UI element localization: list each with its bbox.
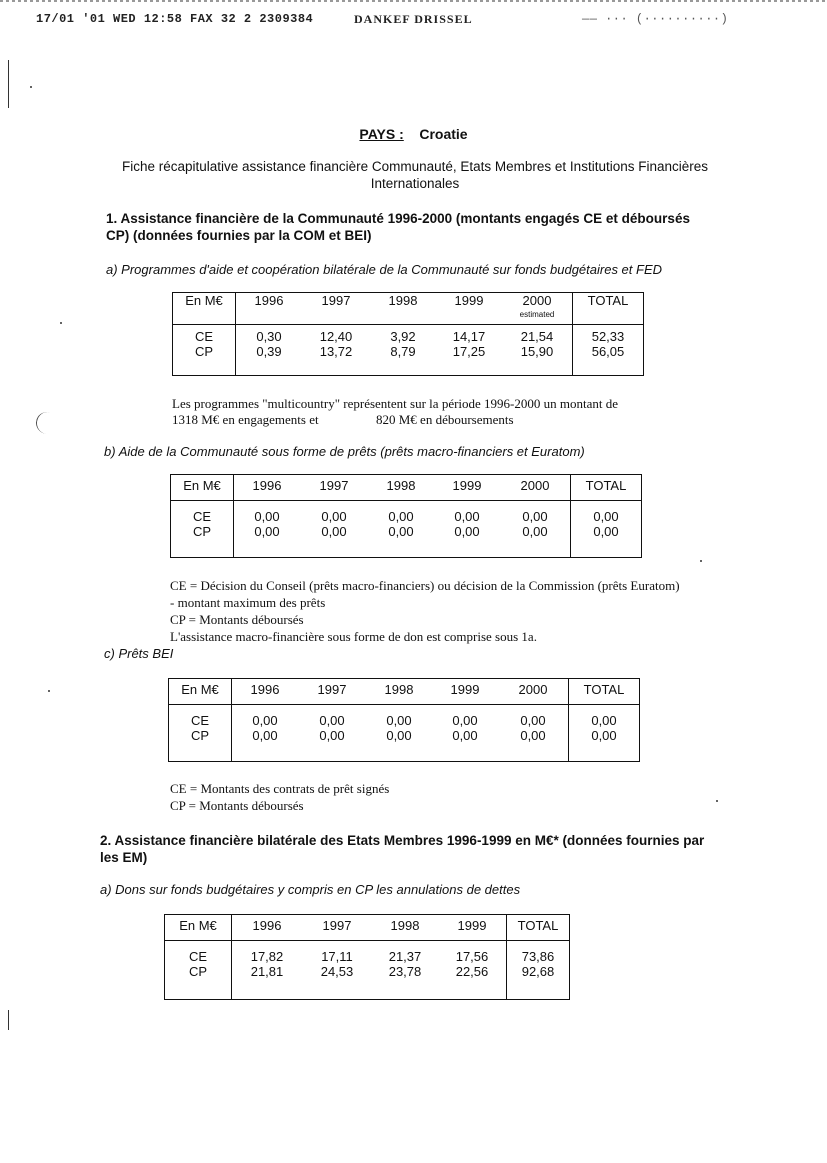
table-total-cell: 0,00	[569, 728, 640, 762]
multicountry-note-deboursements: 820 M€ en déboursements	[376, 412, 514, 427]
table-cell: 0,30	[256, 329, 282, 344]
table-year-header: 1999	[434, 475, 500, 501]
table-year-label: 2000	[522, 293, 552, 308]
row-label: CE	[171, 501, 234, 525]
table-cell: 14,17	[452, 329, 486, 344]
table-year-header: 2000	[500, 475, 571, 501]
table-total-cell: 92,68	[507, 964, 570, 1000]
table-cell: 0,00	[454, 524, 480, 539]
table-total-cell: 56,05	[573, 344, 644, 376]
table-year-header: 1998	[370, 293, 436, 325]
table-cell: 0,00	[254, 524, 280, 539]
table-year-header: 1997	[302, 293, 370, 325]
table-corner-label: En M€	[165, 915, 232, 941]
legend-ce-1b-cont: - montant maximum des prêts	[170, 595, 326, 610]
table-year-header: 1996	[232, 915, 303, 941]
multicountry-note-line-1: Les programmes "multicountry" représentent sur la période 1996-2000 un montant de	[172, 396, 618, 411]
table-row	[171, 501, 642, 525]
multicountry-note-engagements: 1318 M€ en engagements et	[172, 412, 319, 427]
table-cell: 0,00	[386, 728, 412, 743]
table-row	[169, 728, 640, 762]
table-row	[165, 941, 570, 965]
table-cell: 17,82	[250, 949, 284, 964]
table-total-header: TOTAL	[507, 915, 570, 941]
pays-value: Croatie	[419, 126, 468, 142]
scan-margin-line	[8, 1010, 9, 1030]
table-cell: 17,25	[452, 344, 486, 359]
table-corner-label: En M€	[169, 679, 232, 705]
scan-speck	[30, 86, 32, 88]
page-subtitle: Fiche récapitulative assistance financière Communauté, Etats Membres et Institutions Financières Internationales	[121, 159, 709, 191]
row-label: CP	[169, 728, 232, 762]
table-year-header: 1998	[368, 475, 434, 501]
pays-label: PAYS :	[359, 126, 404, 142]
table-year-header: 1999	[432, 679, 498, 705]
row-label: CP	[173, 344, 236, 376]
table-year-header: 1998	[366, 679, 432, 705]
table-total-cell: 0,00	[569, 705, 640, 729]
section-1-heading: 1. Assistance financière de la Communauté 1996-2000 (montants engagés CE et déboursés CP) (données fournies par la COM et BEI)	[106, 211, 690, 243]
row-label: CE	[169, 705, 232, 729]
table-cell: 0,00	[522, 524, 548, 539]
table-cell: 15,90	[520, 344, 554, 359]
table-cell: 17,56	[455, 949, 489, 964]
table-year-header: 1997	[298, 679, 366, 705]
table-cell: 0,00	[386, 713, 412, 728]
scan-speck	[60, 322, 62, 324]
table-cell: 0,39	[256, 344, 282, 359]
legend-cp-1c: CP = Montants déboursés	[170, 798, 304, 813]
table-total-header: TOTAL	[569, 679, 640, 705]
table-cell: 0,00	[522, 509, 548, 524]
table-cell: 0,00	[520, 713, 546, 728]
section-2-heading: 2. Assistance financière bilatérale des Etats Membres 1996-1999 en M€* (données fournies par les EM)	[100, 833, 705, 865]
table-year-header: 1998	[372, 915, 438, 941]
table-total-cell: 52,33	[573, 325, 644, 345]
table-year-header: 1996	[236, 293, 303, 325]
table-1c-eib-loans	[168, 678, 640, 762]
section-1a-heading: a) Programmes d'aide et coopération bilatérale de la Communauté sur fonds budgétaires et FED	[106, 262, 663, 277]
row-label: CE	[173, 325, 236, 345]
table-year-header: 1996	[232, 679, 299, 705]
table-cell: 0,00	[321, 524, 347, 539]
section-2a-heading: a) Dons sur fonds budgétaires y compris en CP les annulations de dettes	[100, 882, 521, 897]
table-corner-label: En M€	[171, 475, 234, 501]
table-cell: 13,72	[319, 344, 353, 359]
scan-speck	[700, 560, 702, 562]
table-cell: 21,54	[520, 329, 554, 344]
table-cell: 0,00	[252, 728, 278, 743]
section-1c-heading: c) Prêts BEI	[104, 646, 174, 661]
table-year-header: 1999	[438, 915, 507, 941]
table-cell: 21,37	[388, 949, 422, 964]
punch-hole-mark	[34, 410, 60, 436]
table-cell: 0,00	[321, 509, 347, 524]
table-cell: 0,00	[454, 509, 480, 524]
table-cell: 0,00	[252, 713, 278, 728]
table-cell: 22,56	[455, 964, 489, 979]
table-year-header: 1997	[300, 475, 368, 501]
fax-datetime: 17/01 '01 WED 12:58 FAX 32 2 2309384	[36, 12, 314, 26]
table-cell: 23,78	[388, 964, 422, 979]
table-row	[173, 325, 644, 345]
legend-ce-1b: CE = Décision du Conseil (prêts macro-financiers) ou décision de la Commission (prêts Euratom)	[170, 578, 680, 593]
table-year-header	[502, 293, 573, 325]
table-total-header: TOTAL	[573, 293, 644, 325]
section-1b-heading: b) Aide de la Communauté sous forme de prêts (prêts macro-financiers et Euratom)	[104, 444, 585, 459]
table-1b-community-loans	[170, 474, 642, 558]
fax-top-border	[0, 0, 827, 2]
scan-speck	[48, 690, 50, 692]
table-cell: 3,92	[390, 329, 416, 344]
fax-right-text: —— ··· (··········)	[582, 12, 729, 26]
row-label: CP	[165, 964, 232, 1000]
legend-ce-1c: CE = Montants des contrats de prêt signés	[170, 781, 390, 796]
table-cell: 0,00	[319, 713, 345, 728]
table-total-header: TOTAL	[571, 475, 642, 501]
row-label: CE	[165, 941, 232, 965]
table-cell: 0,00	[452, 713, 478, 728]
table-year-header: 2000	[498, 679, 569, 705]
row-label: CP	[171, 524, 234, 558]
fax-header	[36, 12, 806, 28]
macro-financial-note: L'assistance macro-financière sous forme de don est comprise sous 1a.	[170, 629, 537, 644]
estimated-note: estimated	[519, 310, 555, 319]
table-total-cell: 73,86	[507, 941, 570, 965]
table-cell: 12,40	[319, 329, 353, 344]
table-total-cell: 0,00	[571, 524, 642, 558]
page-title	[0, 126, 827, 142]
table-year-header: 1996	[234, 475, 301, 501]
table-cell: 0,00	[388, 509, 414, 524]
table-corner-label: En M€	[173, 293, 236, 325]
table-cell: 17,11	[321, 949, 353, 964]
table-cell: 8,79	[390, 344, 416, 359]
table-2a-member-state-grants	[164, 914, 570, 1000]
table-year-header: 1997	[302, 915, 372, 941]
fax-sender: DANKEF DRISSEL	[354, 12, 473, 26]
table-cell: 24,53	[320, 964, 354, 979]
table-1a-community-programmes	[172, 292, 644, 376]
table-total-cell: 0,00	[571, 501, 642, 525]
table-row	[171, 524, 642, 558]
table-cell: 0,00	[452, 728, 478, 743]
table-cell: 0,00	[319, 728, 345, 743]
scan-margin-line	[8, 60, 9, 108]
legend-cp-1b: CP = Montants déboursés	[170, 612, 304, 627]
table-cell: 0,00	[520, 728, 546, 743]
table-row	[173, 344, 644, 376]
table-cell: 21,81	[250, 964, 284, 979]
table-cell: 0,00	[388, 524, 414, 539]
table-row	[165, 964, 570, 1000]
table-cell: 0,00	[254, 509, 280, 524]
table-row	[169, 705, 640, 729]
scan-speck	[716, 800, 718, 802]
table-year-header: 1999	[436, 293, 502, 325]
